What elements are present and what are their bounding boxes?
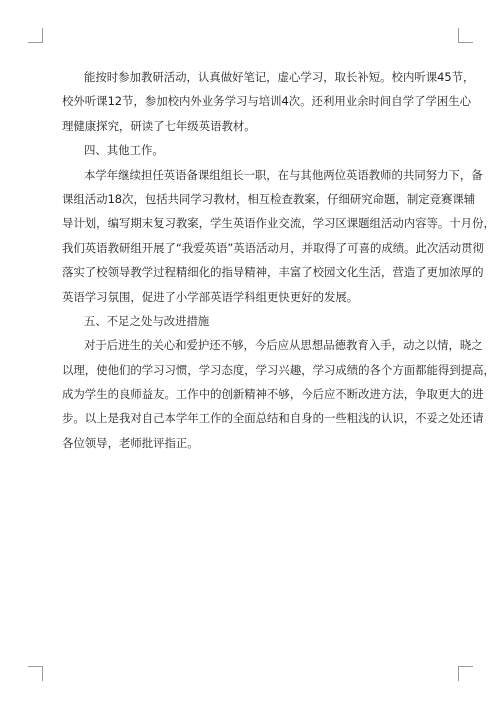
- text-line: 英语学习氛围，促进了小学部英语学科组更快更好的发展。: [62, 289, 359, 304]
- crop-mark-top-right: [458, 28, 473, 43]
- text-line: 导计划，编写期末复习教案，学生英语作业交流，学习区课题组活动内容等。十月份，: [62, 216, 495, 231]
- section-heading-shortcomings: 五、不足之处与改进措施: [84, 313, 210, 328]
- document-body: [62, 65, 495, 455]
- paragraph-other-work: [62, 163, 495, 309]
- crop-mark-bottom-left: [28, 666, 43, 681]
- text-line: 步。以上是我对自己本学年工作的全面总结和自身的一些粗浅的认识，不妥之处还请: [62, 411, 484, 426]
- paragraph-teaching-research: [62, 65, 475, 138]
- text-line: 校外听课12节，参加校内外业务学习与培训4次。还利用业余时间自学了学困生心: [62, 94, 472, 109]
- text-line: 以理，使他们的学习习惯，学习态度，学习兴趣，学习成绩的各个方面都能得到提高，: [62, 362, 495, 377]
- paragraph-shortcomings: [62, 333, 495, 455]
- crop-mark-top-left: [28, 28, 43, 43]
- text-line: 成为学生的良师益友。工作中的创新精神不够，今后应不断改进方法，争取更大的进: [62, 387, 484, 402]
- text-line: 我们英语教研组开展了“我爱英语”英语活动月，并取得了可喜的成绩。此次活动贯彻: [62, 240, 484, 255]
- text-line: 各位领导，老师批评指正。: [62, 435, 199, 450]
- text-line: 本学年继续担任英语备课组组长一职，在与其他两位英语教师的共同努力下，备: [84, 167, 483, 182]
- text-line: 理健康探究，研读了七年级英语教材。: [62, 118, 256, 133]
- text-line: 落实了校领导教学过程精细化的指导精神，丰富了校园文化生活，营造了更加浓厚的: [62, 265, 484, 280]
- text-line: 课组活动18次，包括共同学习教材，相互检查教案，仔细研究命题，制定竞赛课辅: [62, 191, 476, 206]
- text-line: 对于后进生的关心和爱护还不够，今后应从思想品德教育入手，动之以情，晓之: [84, 338, 483, 353]
- text-line: 能按时参加教研活动，认真做好笔记，虚心学习，取长补短。校内听课45节，: [84, 70, 475, 84]
- crop-mark-bottom-right: [458, 666, 473, 681]
- section-heading-other-work: 四、其他工作。: [84, 143, 164, 158]
